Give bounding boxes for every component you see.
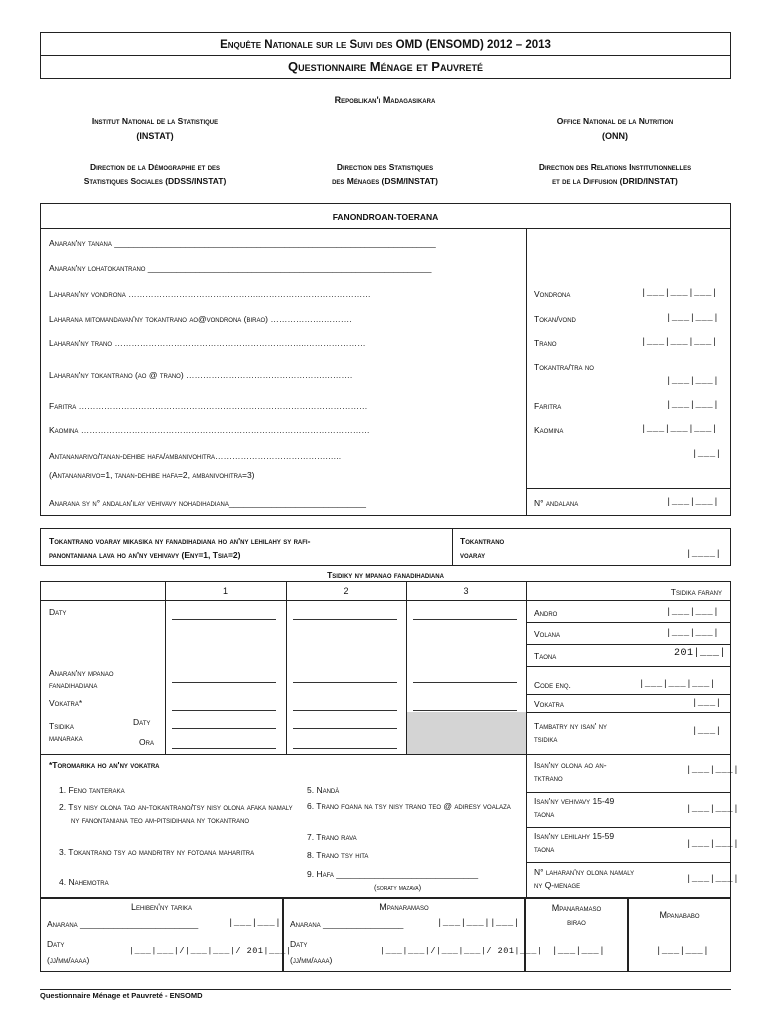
team-leader-box <box>40 898 292 972</box>
milieu-legend: (Antananarivo=1, tanan-dehibe hafa=2, ambanivohitra=3) <box>49 470 255 480</box>
household-house-code-field[interactable]: |___|___| <box>666 376 720 386</box>
cluster-code-field[interactable]: |___|___|___| <box>641 288 718 298</box>
visit-result-label: Vokatra* <box>49 698 83 708</box>
house-code-field[interactable]: |___|___|___| <box>641 337 718 347</box>
result-code-3: 3. Tokantrano tsy ao mandritry ny fotoana maharitra <box>59 847 255 857</box>
visit-col-1: 1 <box>222 586 228 596</box>
final-month-label: Volana <box>534 629 561 639</box>
interviewer-label-line1: Anaran'ny mpanao <box>49 668 114 678</box>
visit3-interviewer-line[interactable] <box>413 682 517 683</box>
household-cluster-code-field[interactable]: |___|___| <box>666 313 720 323</box>
total-visits-label: Tambatry ny isan' ny tsidika <box>534 721 608 744</box>
respondent-line-label: N° laharan'ny olona namaly ny Q-menage <box>534 867 635 890</box>
replacement-box <box>40 528 731 566</box>
controller-date-label: Daty <box>290 939 308 949</box>
result-code-5: 5. Nandà <box>307 785 340 795</box>
identification-title: FANONDROAN-TOERANA <box>332 212 439 222</box>
onn-name: Office National de la Nutrition <box>556 116 674 126</box>
visit2-date-line[interactable] <box>293 619 397 620</box>
cluster-number-row[interactable]: Laharan'ny vondrona ………………………………………..………………………………… <box>49 289 371 299</box>
visit3-result-line[interactable] <box>413 710 517 711</box>
title-box <box>40 32 731 79</box>
drid-line2: et de la Diffusion (DRID/INSTAT) <box>552 176 678 186</box>
controller-name[interactable]: Anarana _________________ <box>290 919 404 929</box>
onn-abbr: (ONN) <box>602 131 628 141</box>
woman-line-row[interactable]: Anarana sy n° andalan'ilay vehivavy nohadihadiana_____________________________ <box>49 498 366 508</box>
controller-title: Mpanaramaso <box>379 902 429 912</box>
final-enumerator-code-label: Code enq. <box>534 680 571 690</box>
controller-box <box>283 898 543 972</box>
milieu-code-field[interactable]: |___| <box>692 449 722 459</box>
final-day-label: Andro <box>534 608 558 618</box>
interviewer-label-line2: fanadihadiana <box>49 680 98 690</box>
ddss-line1: Direction de la Démographie et des <box>89 162 221 172</box>
replacement-text-line1: Tokantrano voaray mikasika ny fanadihadiana ho an'ny lehilahy sy rafi- <box>49 536 311 546</box>
controller-date-format: (jj/mm/aaaa) <box>290 955 333 965</box>
drid-line1: Direction des Relations Institutionnelles <box>538 162 692 172</box>
visit3-date-line[interactable] <box>413 619 517 620</box>
next-visit-line2: manaraka <box>49 733 83 743</box>
region-code-field[interactable]: |___|___| <box>666 400 720 410</box>
members-count-field[interactable]: |___|___| <box>686 765 740 775</box>
data-entry-code[interactable]: |___|___| <box>656 946 710 956</box>
final-result-field[interactable]: |___| <box>692 698 722 708</box>
result-code-6: 6. Trano foana na tsy nisy trano teo @ adiresy voalaza <box>307 801 511 811</box>
next-visit-date-label: Daty <box>133 717 151 727</box>
visit-col-3: 3 <box>463 586 469 596</box>
office-controller-box <box>525 898 628 972</box>
team-leader-date-field[interactable]: |___|___|/|___|___|/ 201|___| <box>129 946 292 956</box>
team-leader-date-label: Daty <box>47 939 65 949</box>
women-count-label: Isan'ny vehivavy 15-49 taona <box>534 796 615 819</box>
accepted-label-line2: voaray <box>460 550 486 560</box>
cluster-code-label: Vondrona <box>534 289 571 299</box>
men-count-label: Isan'ny lehilahy 15-59 taona <box>534 831 615 854</box>
final-month-field[interactable]: |___|___| <box>666 628 720 638</box>
visit2-next-date-line[interactable] <box>293 728 397 729</box>
office-controller-title-line1: Mpanaramaso <box>551 903 602 913</box>
visit1-next-date-line[interactable] <box>172 728 276 729</box>
controller-date-field[interactable]: |___|___|/|___|___|/ 201|___| <box>380 946 543 956</box>
visits-title: Tsidiky ny mpanao fanadihadiana <box>327 570 444 580</box>
line-number-field[interactable]: |___|___| <box>666 497 720 507</box>
respondent-line-field[interactable]: |___|___| <box>686 874 740 884</box>
team-leader-code[interactable]: |___|___| <box>228 918 282 928</box>
final-year-field[interactable]: 201|___| <box>674 648 727 659</box>
questionnaire-title: Questionnaire Ménage et Pauvreté <box>288 59 483 74</box>
team-leader-date-format: (jj/mm/aaaa) <box>47 955 90 965</box>
replacement-text-line2: panontaniana lava ho an'ny vehivavy (Eny=1, Tsia=2) <box>49 550 241 560</box>
visit2-result-line[interactable] <box>293 710 397 711</box>
members-count-label: Isan'ny olona ao an-tktrano <box>534 760 607 783</box>
result-code-9[interactable]: 9. Hafa ______________________________ <box>307 869 479 879</box>
page-footer: Questionnaire Ménage et Pauvreté - ENSOMD <box>40 991 203 1000</box>
result-code-1: 1. Feno tanteraka <box>59 785 125 795</box>
visits-box <box>40 581 740 898</box>
final-result-label: Vokatra <box>534 699 564 709</box>
household-house-code-label: Tokantra/tra no <box>534 362 594 372</box>
office-controller-title-line2: birao <box>567 917 586 927</box>
data-entry-box <box>628 898 731 972</box>
next-visit-time-label: Ora <box>139 737 154 747</box>
result-code-2: 2. Tsy nisy olona tao an-tokantrano/tsy nisy olona afaka namaly ny fanontaniana teo am-pitsidihana ny tokantrano <box>59 802 293 825</box>
visit1-interviewer-line[interactable] <box>172 682 276 683</box>
identification-box <box>40 203 731 516</box>
commune-code-label: Kaomina <box>534 425 564 435</box>
total-visits-field[interactable]: |___| <box>692 726 722 736</box>
specify-hint: (soraty mazava) <box>374 883 422 892</box>
result-code-8: 8. Trano tsy hita <box>307 850 369 860</box>
final-day-field[interactable]: |___|___| <box>666 607 720 617</box>
men-count-field[interactable]: |___|___| <box>686 839 740 849</box>
dsm-line2: des Ménages (DSM/INSTAT) <box>332 176 438 186</box>
instat-name: Institut National de la Statistique <box>91 116 219 126</box>
result-codes-title: *Toromarika ho an'ny vokatra <box>49 760 160 770</box>
village-name-row[interactable]: Anaran'ny tanana ____________________________________________________________________ <box>49 238 436 248</box>
ddss-line2: Statistiques Sociales (DDSS/INSTAT) <box>83 176 227 186</box>
result-code-7: 7. Trano rava <box>307 832 357 842</box>
dsm-line1: Direction des Statistiques <box>336 162 434 172</box>
accepted-label-line1: Tokantrano <box>460 536 505 546</box>
visit1-next-time-line[interactable] <box>172 748 276 749</box>
region-code-label: Faritra <box>534 401 562 411</box>
instat-abbr: (INSTAT) <box>136 131 174 141</box>
commune-code-field[interactable]: |___|___|___| <box>641 424 718 434</box>
republic-name: Repoblikan'i Madagasikara <box>334 95 436 105</box>
visit-col-2: 2 <box>343 586 349 596</box>
visit1-date-line[interactable] <box>172 619 276 620</box>
household-in-house-row[interactable]: Laharan'ny tokantrano (ao @ trano) ………………………………………….………. <box>49 370 353 380</box>
household-cluster-code-label: Tokan/vond <box>534 314 576 324</box>
data-entry-title: Mpanababo <box>659 910 700 920</box>
household-head-row[interactable]: Anaran'ny lohatokantrano ____________________________________________________________ <box>49 263 432 273</box>
team-leader-name[interactable]: Anarana _________________________ <box>47 919 199 929</box>
survey-title: Enquête Nationale sur le Suivi des OMD (ENSOMD) 2012 – 2013 <box>220 39 551 51</box>
household-order-row[interactable]: Laharana mitomandavan'ny tokantrano ao@vondrona (birao) ……………….………. <box>49 314 352 324</box>
house-number-row[interactable]: Laharan'ny trano …………………………………………………………..………………… <box>49 338 366 348</box>
next-visit-line1: Tsidika <box>49 721 74 731</box>
final-year-label: Taona <box>534 651 557 661</box>
region-row[interactable]: Faritra ………………………………………………………………………………………… <box>49 401 368 411</box>
milieu-row[interactable]: Antananarivo/tanan-dehibe hafa/ambanivohitra………………………………….….. <box>49 451 342 461</box>
accepted-code-field[interactable]: |____| <box>686 549 722 559</box>
house-code-label: Trano <box>534 338 557 348</box>
team-leader-title: Lehiben'ny tarika <box>130 902 193 912</box>
visit2-next-time-line[interactable] <box>293 748 397 749</box>
result-code-4: 4. Nahemotra <box>59 877 109 887</box>
final-visit-header: Tsidika farany <box>670 587 722 597</box>
controller-code[interactable]: |___|___||___| <box>437 918 520 928</box>
visit-date-label: Daty <box>49 607 67 617</box>
visit1-result-line[interactable] <box>172 710 276 711</box>
final-enumerator-code-field[interactable]: |___|___|___| <box>639 679 716 689</box>
commune-row[interactable]: Kaomina ………………………………………………………………………………………… <box>49 425 370 435</box>
line-number-label: N° andalana <box>534 498 579 508</box>
visit3-next-visit-shaded <box>407 712 526 754</box>
women-count-field[interactable]: |___|___| <box>686 804 740 814</box>
visit2-interviewer-line[interactable] <box>293 682 397 683</box>
office-controller-code[interactable]: |___|___| <box>552 946 606 956</box>
